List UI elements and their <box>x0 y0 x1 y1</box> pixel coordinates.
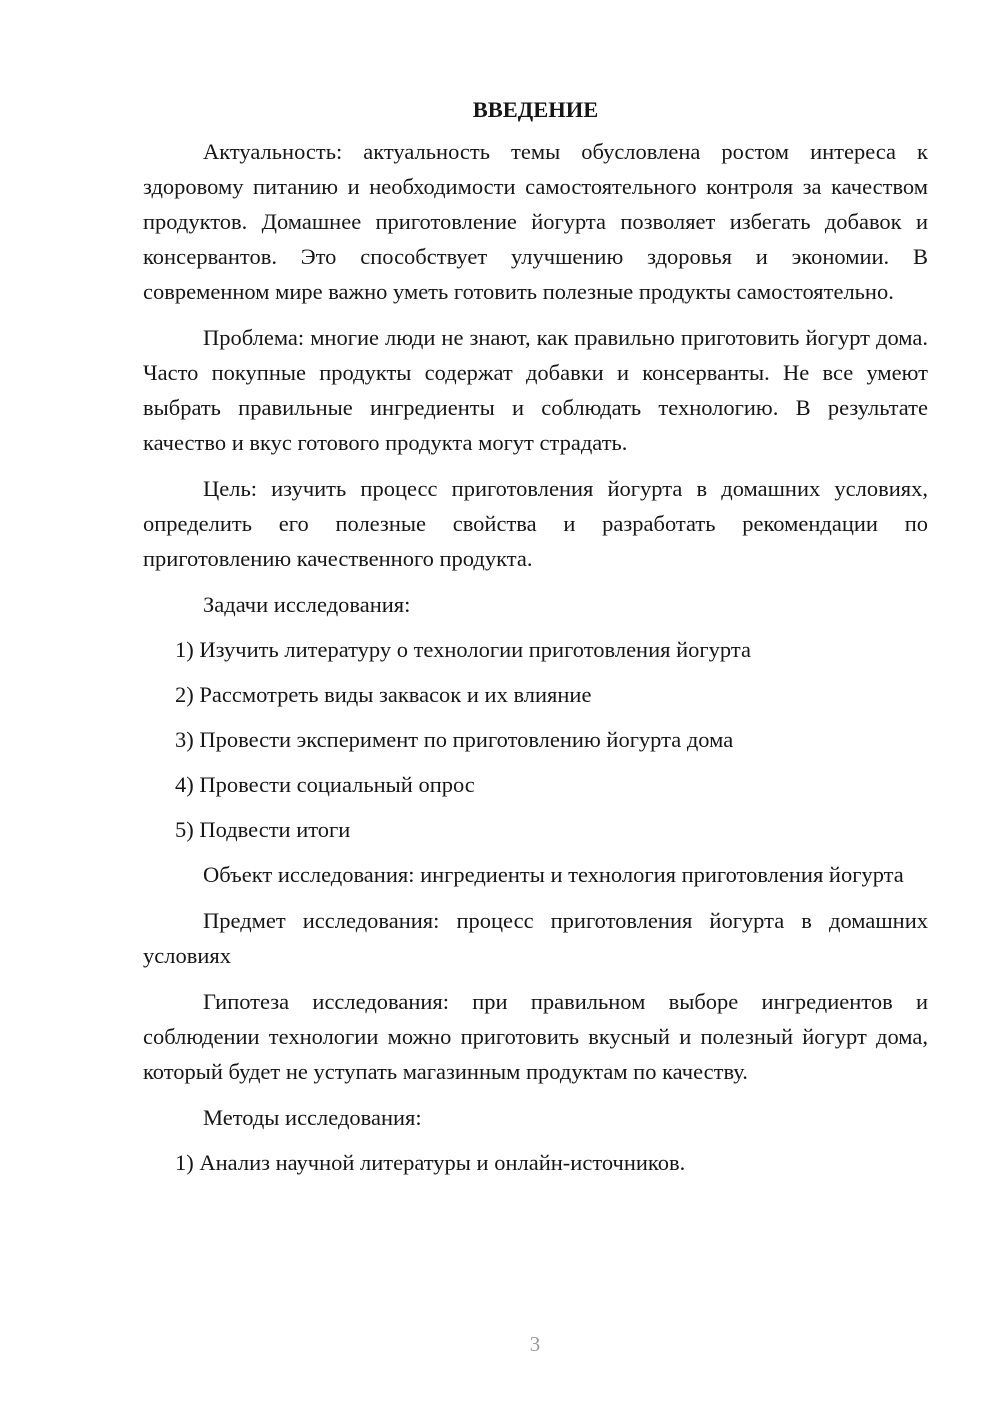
hypothesis-paragraph: Гипотеза исследования: при правильном выборе ингредиентов и соблюдении технологии можно приготовить вкусный и полезный йогурт дома, который будет не уступать магазинным продуктам по качеству. <box>143 989 928 1084</box>
methods-list <box>143 1145 928 1180</box>
page-content <box>143 92 928 1190</box>
page-number: 3 <box>529 1332 541 1356</box>
method-item: 1) Анализ научной литературы и онлайн-источников. <box>175 1150 686 1175</box>
task-item: 1) Изучить литературу о технологии приготовления йогурта <box>175 637 751 662</box>
problem-paragraph: Проблема: многие люди не знают, как правильно приготовить йогурт дома. Часто покупные продукты содержат добавки и консерванты. Не все умеют выбрать правильные ингредиенты и соблюдать технологию. В результате качество и вкус готового продукта могут страдать. <box>143 325 928 455</box>
tasks-list <box>143 632 928 847</box>
task-item: 5) Подвести итоги <box>175 817 351 842</box>
task-item: 2) Рассмотреть виды заквасок и их влияние <box>175 682 592 707</box>
task-item: 3) Провести эксперимент по приготовлению йогурта дома <box>175 727 734 752</box>
object-paragraph: Объект исследования: ингредиенты и технология приготовления йогурта <box>203 862 904 887</box>
methods-label: Методы исследования: <box>203 1105 422 1130</box>
goal-paragraph: Цель: изучить процесс приготовления йогурта в домашних условиях, определить его полезные свойства и разработать рекомендации по приготовлению качественного продукта. <box>143 476 928 571</box>
tasks-label: Задачи исследования: <box>203 592 411 617</box>
page-title: ВВЕДЕНИЕ <box>472 97 599 122</box>
task-item: 4) Провести социальный опрос <box>175 772 475 797</box>
relevance-paragraph: Актуальность: актуальность темы обусловлена ростом интереса к здоровому питанию и необходимости самостоятельного контроля за качеством продуктов. Домашнее приготовление йогурта позволяет избегать добавок и консервантов. Это способствует улучшению здоровья и экономии. В современном мире важно уметь готовить полезные продукты самостоятельно. <box>143 139 928 304</box>
subject-paragraph: Предмет исследования: процесс приготовления йогурта в домашних условиях <box>143 908 928 968</box>
